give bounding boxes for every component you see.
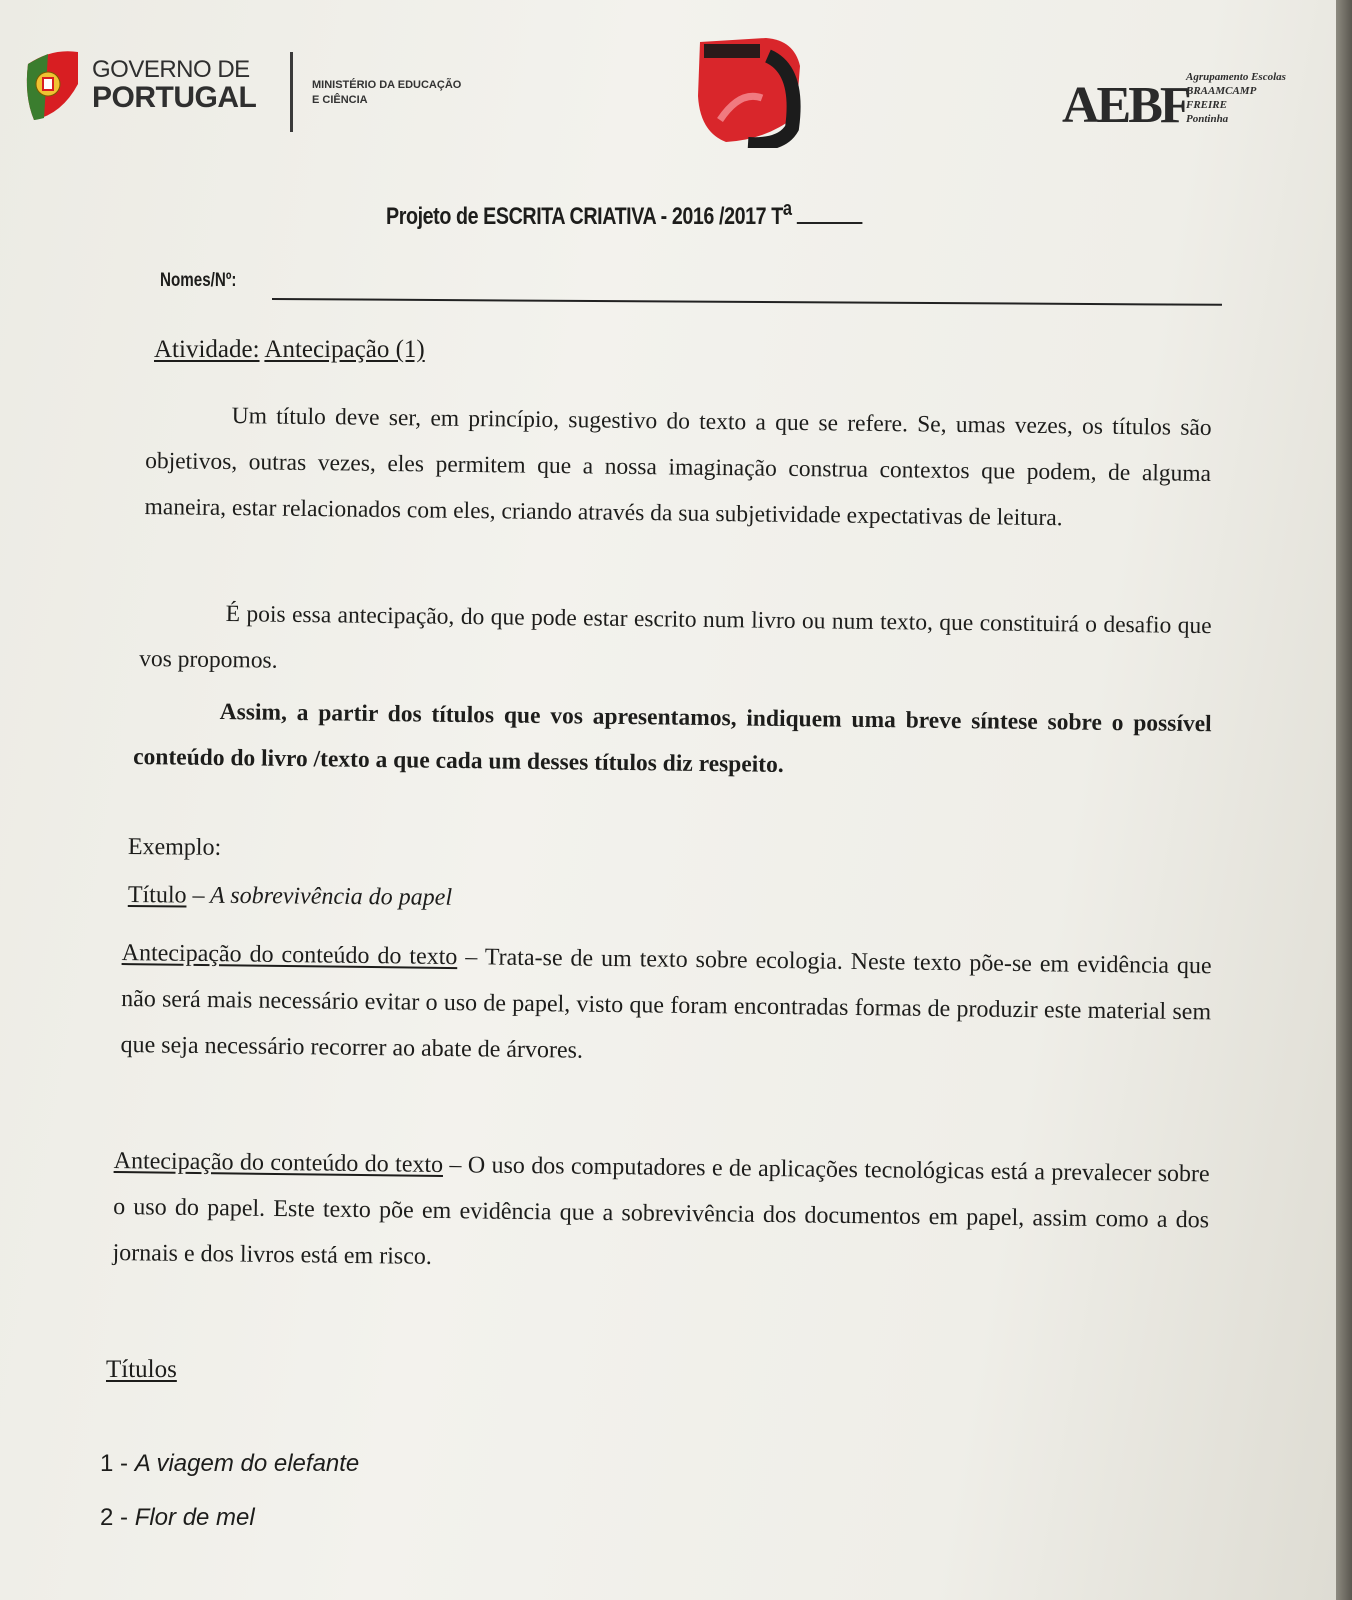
header-divider — [290, 52, 293, 132]
government-wordmark — [92, 56, 256, 112]
school-sub-line2: BRAAMCAMP — [1186, 85, 1257, 97]
example-label: Exemplo: — [127, 834, 222, 861]
example-title — [128, 882, 452, 912]
paragraph-2-text: É pois essa antecipação, do que pode estar escrito num livro ou num texto, que constituirá o desafio que vos propomos. — [138, 601, 1212, 674]
anticipation-1-text: – Trata-se de um texto sobre ecologia. Neste texto põe-se em evidência que não será mais necessário evitar o uso de papel, visto que foram encontradas formas de produzir este material sem que seja necessário recorrer ao abate de árvores. — [120, 944, 1212, 1064]
anticipation-1 — [120, 930, 1212, 1081]
list-item — [100, 1504, 255, 1532]
names-field-line — [272, 298, 1222, 306]
anticipation-1-label: Antecipação do conteúdo do texto — [121, 939, 458, 971]
school-logo-subtitle — [1186, 70, 1316, 126]
paragraph-3-text: Assim, a partir dos títulos que vos apresentamos, indiquem uma breve síntese sobre o possível conteúdo do livro /texto a que cada um desses títulos diz respeito. — [132, 699, 1212, 778]
activity-heading — [154, 336, 425, 364]
activity-value: Antecipação (1) — [264, 336, 425, 363]
school-sub-line3: FREIRE — [1186, 99, 1227, 111]
school-sub-line1: Agrupamento Escolas — [1186, 71, 1286, 83]
ministry-line2: E CIÊNCIA — [312, 94, 368, 106]
page-title-text: Projeto de ESCRITA CRIATIVA - 2016 /2017 T — [386, 203, 783, 230]
intro-paragraph-2 — [139, 590, 1212, 695]
title-superscript: a — [782, 198, 792, 220]
example-title-value: – A sobrevivência do papel — [186, 882, 453, 911]
list-item — [100, 1450, 359, 1478]
ministry-name — [312, 78, 461, 108]
school-logo-abbrev: AEBF — [1062, 77, 1189, 134]
ministry-line1: MINISTÉRIO DA EDUCAÇÃO — [312, 79, 462, 91]
paragraph-1-text: Um título deve ser, em princípio, sugestivo do texto a que se refere. Se, umas vezes, os títulos são objetivos, outras vezes, eles permitem que a nossa imaginação construa contextos que podem, de alguma maneira, estar relacionados com eles, criando através da sua subjetividade expectativas de leitura. — [144, 403, 1212, 532]
instruction-paragraph — [133, 688, 1212, 793]
gov-line2: PORTUGAL — [92, 81, 257, 114]
project-emblem-logo — [696, 36, 816, 148]
list-item-title: A viagem do elefante — [134, 1450, 360, 1477]
intro-paragraph-1 — [144, 392, 1212, 543]
school-sub-line4: Pontinha — [1186, 113, 1229, 125]
list-item-number: 2 - — [100, 1504, 135, 1531]
names-label: Nomes/Nº: — [160, 270, 237, 291]
list-item-number: 1 - — [100, 1450, 135, 1477]
titles-heading: Títulos — [106, 1356, 177, 1383]
class-blank-line — [797, 222, 863, 224]
list-item-title: Flor de mel — [134, 1504, 255, 1531]
example-title-label: Título — [127, 882, 187, 909]
anticipation-2-label: Antecipação do conteúdo do texto — [113, 1147, 444, 1179]
gov-line1: GOVERNO DE — [92, 56, 250, 83]
anticipation-2 — [112, 1138, 1210, 1289]
table-edge — [1336, 0, 1352, 1600]
activity-label: Atividade: — [154, 336, 260, 363]
anticipation-2-text: – O uso dos computadores e de aplicações tecnológicas está a prevalecer sobre o uso do papel. Este texto põe em evidência que a sobrevivência dos documentos em papel, assim como a dos jornais e dos livros está em risco. — [112, 1152, 1210, 1270]
portugal-flag-logo — [22, 44, 82, 122]
page-title — [386, 198, 862, 231]
